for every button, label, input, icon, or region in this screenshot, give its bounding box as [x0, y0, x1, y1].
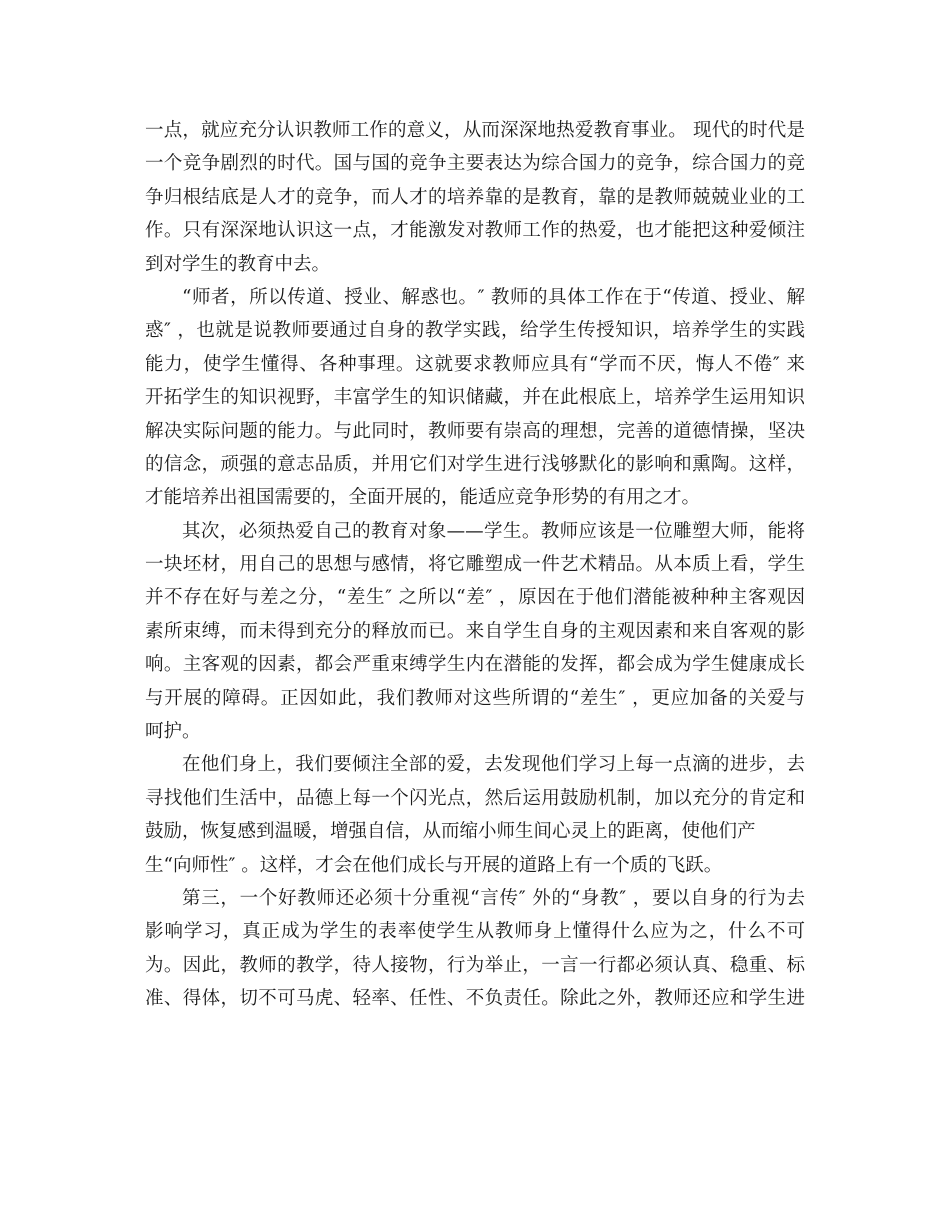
paragraph-1 [145, 114, 805, 281]
paragraph-line: 争归根结底是人才的竞争，而人才的培养靠的是教育，靠的是教师兢兢业业的工 [145, 186, 805, 208]
paragraph-line: “师者，所以传道、授业、解惑也。″ 教师的具体工作在于“传道、授业、解 [182, 286, 805, 308]
paragraph-line: 准、得体，切不可马虎、轻率、任性、不负责任。除此之外，教师还应和学生进 [145, 988, 805, 1010]
paragraph-line: 作。只有深深地认识这一点，才能激发对教师工作的热爱，也才能把这种爱倾注 [145, 220, 805, 242]
paragraph-line: 第三，一个好教师还必须十分重视“言传″ 外的“身教″ ，要以自身的行为去 [182, 887, 805, 909]
paragraph-line: 与开展的障碍。正因如此，我们教师对这些所谓的“差生″ ，更应加备的关爱与 [145, 687, 805, 709]
document-body [145, 114, 805, 1016]
paragraph-line: 惑″ ，也就是说教师要通过自身的教学实践，给学生传授知识，培养学生的实践 [145, 320, 805, 342]
paragraph-5 [145, 882, 805, 1016]
paragraph-line: 解决实际问题的能力。与此同时，教师要有崇高的理想，完善的道德情操，坚决 [145, 420, 805, 442]
paragraph-line: 才能培养出祖国需要的，全面开展的，能适应竞争形势的有用之才。 [145, 487, 701, 509]
paragraph-line: 开拓学生的知识视野，丰富学生的知识储藏，并在此根底上，培养学生运用知识 [145, 387, 805, 409]
paragraph-line: 影响学习，真正成为学生的表率使学生从教师身上懂得什么应为之，什么不可 [145, 921, 805, 943]
paragraph-4 [145, 748, 805, 882]
paragraph-line: 寻找他们生活中，品德上每一个闪光点，然后运用鼓励机制，加以充分的肯定和 [145, 787, 805, 809]
paragraph-line: 能力，使学生懂得、各种事理。这就要求教师应具有“学而不厌，悔人不倦″ 来 [145, 353, 805, 375]
paragraph-2 [145, 281, 805, 515]
paragraph-line: 生“向师性″ 。这样，才会在他们成长与开展的道路上有一个质的飞跃。 [145, 854, 723, 876]
paragraph-line: 其次，必须热爱自己的教育对象——学生。教师应该是一位雕塑大师，能将 [182, 520, 805, 542]
paragraph-line: 的信念，顽强的意志品质，并用它们对学生进行浅够默化的影响和熏陶。这样， [145, 453, 805, 475]
paragraph-line: 素所束缚，而未得到充分的释放而已。来自学生自身的主观因素和来自客观的影 [145, 620, 805, 642]
paragraph-line: 鼓励，恢复感到温暖，增强自信，从而缩小师生间心灵上的距离，使他们产 [145, 821, 756, 843]
paragraph-3 [145, 515, 805, 749]
paragraph-line: 一个竞争剧烈的时代。国与国的竞争主要表达为综合国力的竞争，综合国力的竞 [145, 153, 805, 175]
paragraph-line: 到对学生的教育中去。 [145, 253, 331, 275]
paragraph-line: 并不存在好与差之分，“差生″ 之所以“差″ ，原因在于他们潜能被种种主客观因 [145, 587, 805, 609]
paragraph-line: 在他们身上，我们要倾注全部的爱，去发现他们学习上每一点滴的进步，去 [182, 754, 805, 776]
paragraph-line: 一块坯材，用自己的思想与感情，将它雕塑成一件艺术精品。从本质上看，学生 [145, 554, 805, 576]
paragraph-line: 呵护。 [145, 721, 201, 743]
paragraph-line: 响。主客观的因素，都会严重束缚学生内在潜能的发挥，都会成为学生健康成长 [145, 654, 805, 676]
paragraph-line: 一点，就应充分认识教师工作的意义，从而深深地热爱教育事业。 现代的时代是 [145, 120, 805, 141]
paragraph-line: 为。因此，教师的教学，待人接物，行为举止，一言一行都必须认真、稳重、标 [145, 954, 805, 976]
